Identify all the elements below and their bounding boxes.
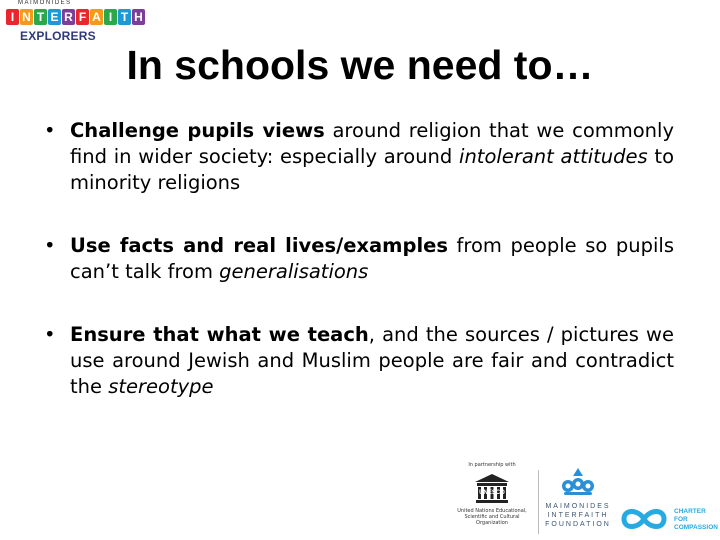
logo-tile: T (34, 9, 47, 25)
bullet-text: , and the sources / pictures we use around Jewish and Muslim people are fair and contradict the (70, 323, 675, 398)
charter-for-compassion-logo (618, 505, 718, 535)
bullet-text: to minority religions (70, 145, 675, 194)
bullet-italic-text: stereotype (108, 375, 214, 398)
foundation-mark-icon (558, 466, 598, 500)
bullet-bold-text: Ensure that what we teach (70, 323, 369, 346)
charter-text (674, 508, 718, 532)
logo-tile: H (132, 9, 145, 25)
bullet-dot: • (44, 119, 56, 142)
logo-tiles (6, 9, 146, 25)
logo-tile: E (48, 9, 61, 25)
logo-tile: A (90, 9, 103, 25)
bullet-item (44, 322, 674, 400)
logo-bottom-text: EXPLORERS (20, 29, 96, 43)
foundation-line: FOUNDATION (545, 521, 611, 528)
slide-title: In schools we need to… (126, 42, 594, 88)
charter-line: CHARTER (674, 508, 706, 515)
logo-tile: N (20, 9, 33, 25)
bullet-list (44, 118, 674, 437)
charter-line: COMPASSION (674, 524, 718, 531)
foundation-text (540, 502, 616, 529)
bullet-item (44, 233, 674, 285)
bullet-bold-text: Challenge pupils views (70, 119, 325, 142)
bullet-italic-text: intolerant attitudes (459, 145, 648, 168)
logo-tile: F (76, 9, 89, 25)
logo-tile: I (104, 9, 117, 25)
bullet-italic-text: generalisations (219, 260, 369, 283)
logo-tile: T (118, 9, 131, 25)
bullet-text: from people so pupils can’t talk from (70, 234, 674, 283)
foundation-line: INTERFAITH (547, 512, 609, 519)
logo-tile: I (6, 9, 19, 25)
footer-divider (538, 470, 539, 534)
maimonides-foundation-logo (540, 466, 616, 536)
unesco-logo (453, 462, 531, 536)
interfaith-explorers-logo (6, 0, 143, 46)
bullet-dot: • (44, 323, 56, 346)
bullet-dot: • (44, 234, 56, 257)
logo-small-text: MAIMONIDES (18, 0, 72, 6)
unesco-caption: In partnership with (468, 462, 516, 468)
bullet-text: around religion that we commonly find in wider society: especially around (70, 119, 674, 168)
infinity-icon (618, 507, 670, 531)
foundation-line: MAIMONIDES (545, 503, 611, 510)
unesco-name: UNESCO (479, 490, 505, 496)
bullet-item (44, 118, 674, 196)
unesco-temple-icon (473, 472, 511, 506)
logo-tile: R (62, 9, 75, 25)
unesco-text: United Nations Educational, Scientific and Cultural Organization (457, 508, 527, 526)
bullet-bold-text: Use facts and real lives/examples (70, 234, 448, 257)
charter-line: FOR (674, 516, 688, 523)
